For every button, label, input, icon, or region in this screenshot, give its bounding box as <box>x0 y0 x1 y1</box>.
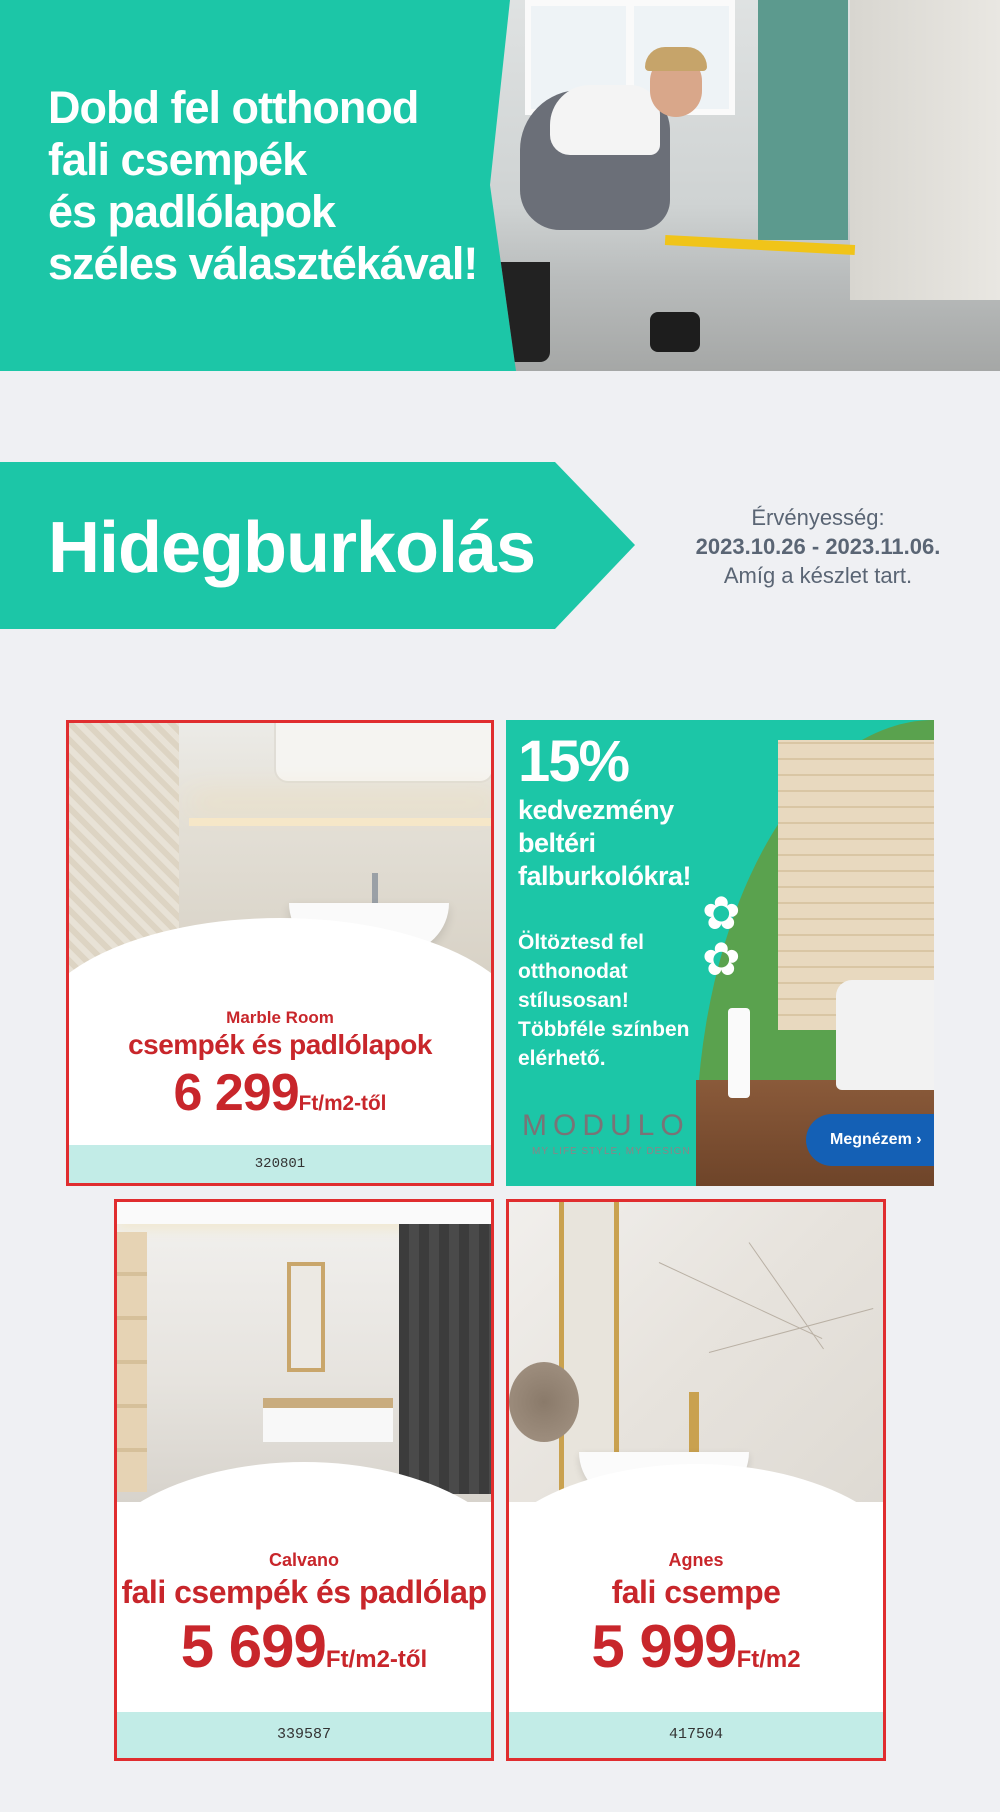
product-name: fali csempék és padlólap <box>121 1574 487 1610</box>
product-name: csempék és padlólapok <box>128 1029 432 1060</box>
modulo-logo: MODULO <box>522 1109 690 1142</box>
product-name: fali csempe <box>611 1574 781 1610</box>
product-photo <box>509 1202 883 1502</box>
product-code: 339587 <box>117 1712 491 1758</box>
product-card-agnes[interactable] <box>506 1199 886 1761</box>
discount-percent: 15% <box>518 729 629 794</box>
price-unit: Ft/m2-től <box>325 1646 428 1673</box>
hero-title-line: széles választékával! <box>48 238 478 289</box>
product-price: 6 299Ft/m2-től <box>173 1064 387 1122</box>
validity-dates: 2023.10.26 - 2023.11.06. <box>695 534 941 559</box>
product-brand: Calvano <box>268 1550 340 1570</box>
validity-label: Érvényesség: <box>751 505 885 530</box>
chevron-right-icon: › <box>916 1131 922 1148</box>
hero-title-line: Dobd fel otthonod <box>48 82 419 133</box>
product-price: 5 699Ft/m2-től <box>180 1613 428 1680</box>
product-card-calvano[interactable] <box>114 1199 494 1761</box>
hero-photo-tiler <box>490 0 1000 371</box>
product-price: 5 999Ft/m2 <box>591 1613 801 1680</box>
product-code: 417504 <box>509 1712 883 1758</box>
megnezem-button[interactable] <box>806 1114 934 1166</box>
modulo-promo-ad[interactable] <box>506 720 934 1186</box>
cta-label: Megnézem <box>830 1131 912 1148</box>
hero-title <box>48 82 508 290</box>
hero-title-line: fali csempék <box>48 134 307 185</box>
ad-headline: kedvezmény beltéri falburkolókra! <box>518 795 692 891</box>
hero-banner <box>0 0 1000 371</box>
section-title: Hidegburkolás <box>48 508 536 588</box>
flower-icon: ✿ ✿ <box>702 887 741 985</box>
modulo-slogan: MY LIFE STYLE, MY DESIGN <box>532 1146 691 1157</box>
ad-body: Öltöztesd fel otthonodat stílusosan! Többféle színben elérhető. <box>518 931 690 1070</box>
product-photo <box>117 1202 491 1502</box>
product-card-marble-room[interactable] <box>66 720 494 1186</box>
price-unit: Ft/m2-től <box>298 1092 387 1115</box>
hero-title-line: és padlólapok <box>48 186 336 237</box>
price-unit: Ft/m2 <box>736 1646 801 1673</box>
product-code: 320801 <box>69 1145 491 1183</box>
product-brand: Marble Room <box>226 1008 334 1027</box>
product-brand: Agnes <box>668 1550 724 1570</box>
validity-info <box>668 503 968 590</box>
validity-note: Amíg a készlet tart. <box>723 563 913 588</box>
